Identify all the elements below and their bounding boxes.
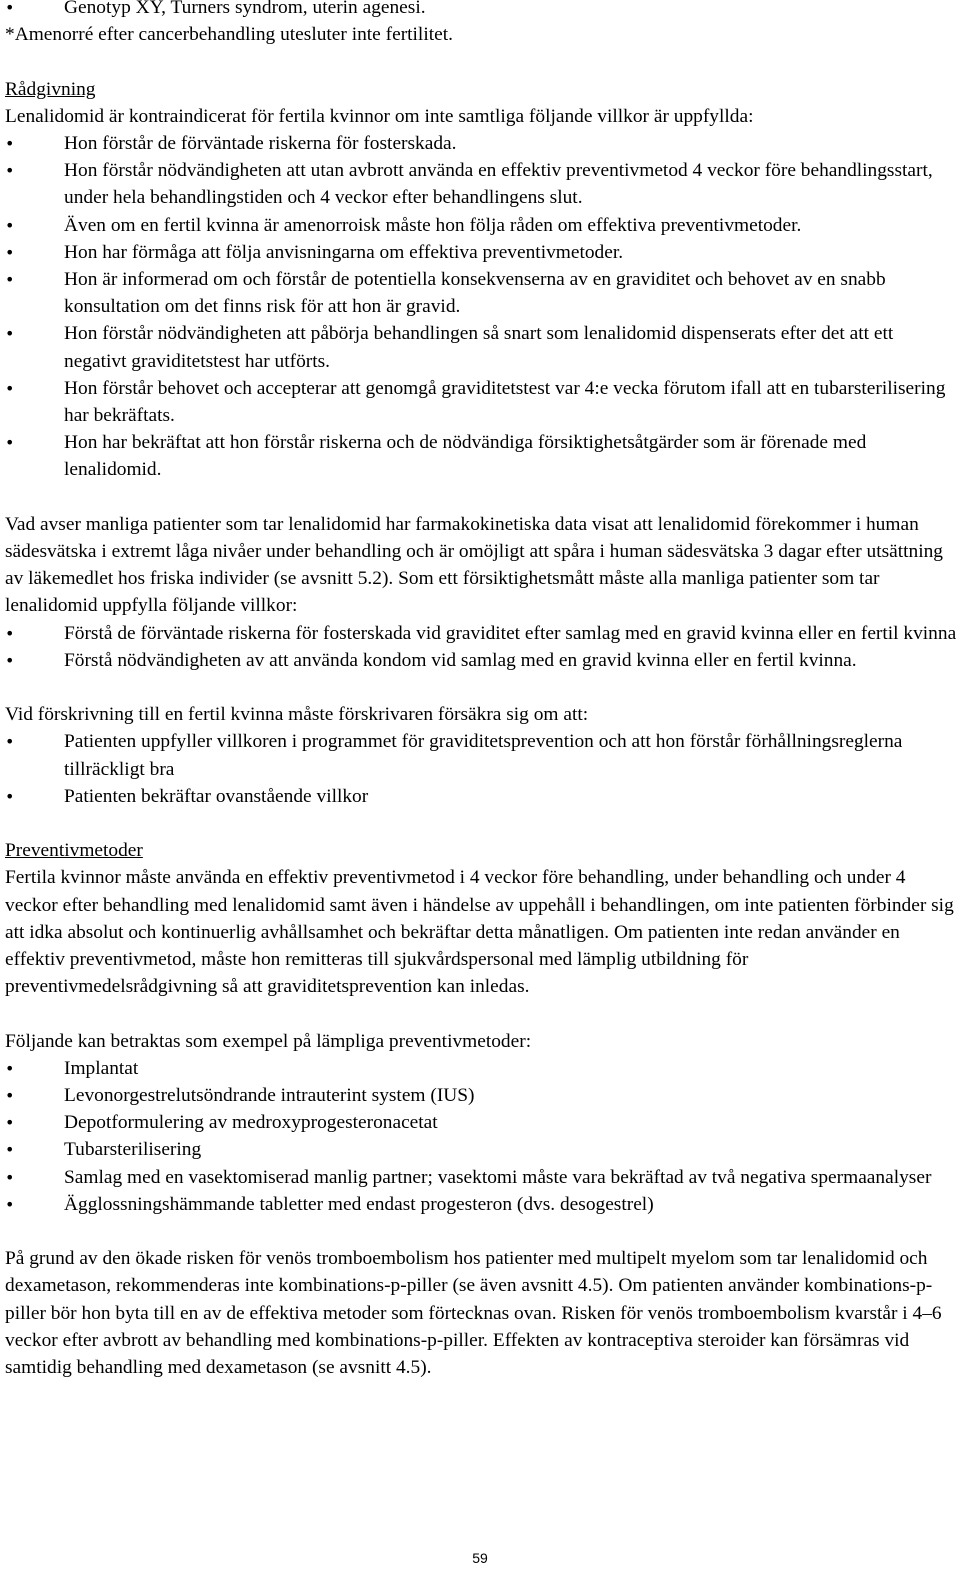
list-item: • Ägglossningshämmande tabletter med endast progesteron (dvs. desogestrel)	[5, 1191, 957, 1218]
list-item: • Patienten uppfyller villkoren i programmet för graviditetsprevention och att hon förstår förhållningsreglerna tillräckligt bra	[5, 728, 957, 782]
list-item: • Genotyp XY, Turners syndrom, uterin agenesi.	[5, 0, 957, 21]
list-item: • Hon är informerad om och förstår de potentiella konsekvenserna av en graviditet och behovet av en snabb konsultation om det finns risk för att hon är gravid.	[5, 266, 957, 320]
list-item: • Hon förstår nödvändigheten att utan avbrott använda en effektiv preventivmetod 4 veckor före behandlingsstart, under hela behandlingstiden och 4 veckor efter behandlingens slut.	[5, 157, 957, 211]
spacer	[5, 674, 957, 701]
list-item: • Levonorgestrelutsöndrande intrauterint system (IUS)	[5, 1082, 957, 1109]
list-item: • Depotformulering av medroxyprogesteronacetat	[5, 1109, 957, 1136]
spacer	[5, 48, 957, 75]
radgivning-list	[5, 130, 957, 484]
list-item: • Samlag med en vasektomiserad manlig partner; vasektomi måste vara bekräftad av två negativa spermaanalyser	[5, 1164, 957, 1191]
contraception-examples-list	[5, 1055, 957, 1218]
radgivning-lead: Lenalidomid är kontraindicerat för fertila kvinnor om inte samtliga följande villkor är uppfyllda:	[5, 105, 754, 127]
list-item: • Hon har förmåga att följa anvisningarna om effektiva preventivmetoder.	[5, 239, 957, 266]
amenorrhea-note: *Amenorré efter cancerbehandling utesluter inte fertilitet.	[5, 24, 453, 46]
prescribing-list	[5, 728, 957, 810]
spacer	[5, 810, 957, 837]
spacer	[5, 1218, 957, 1245]
list-item: • Implantat	[5, 1055, 957, 1082]
list-item: • Förstå de förväntade riskerna för fosterskada vid graviditet efter samlag med en gravid kvinna eller en fertil kvinna	[5, 620, 957, 647]
list-item: • Patienten bekräftar ovanstående villkor	[5, 783, 957, 810]
examples-lead: Följande kan betraktas som exempel på lämpliga preventivmetoder:	[5, 1030, 532, 1052]
spacer	[5, 1000, 957, 1027]
spacer	[5, 484, 957, 511]
closing-paragraph: På grund av den ökade risken för venös tromboembolism hos patienter med multipelt myelom som tar lenalidomid och dexametason, rekommenderas inte kombinations-p-piller (se även avsnitt 4.5). Om patienten använder kombinations-p-piller bör hon byta till en av de effektiva metoder som förtecknas ovan. Risken för venös tromboembolism kvarstår i 4–6 veckor efter avbrott av behandling med kombinations-p-piller. Effekten av kontraceptiva steroider kan försämras vid samtidig behandling med dexametason (se avsnitt 4.5).	[5, 1248, 942, 1379]
list-item: • Hon har bekräftat att hon förstår riskerna och de nödvändiga försiktighetsåtgärder som är förenade med lenalidomid.	[5, 429, 957, 483]
list-item: • Hon förstår nödvändigheten att påbörja behandlingen så snart som lenalidomid dispenserats efter det att ett negativt graviditetstest har utförts.	[5, 320, 957, 374]
section-heading-preventivmetoder: Preventivmetoder	[5, 840, 143, 862]
list-item: • Förstå nödvändigheten av att använda kondom vid samlag med en gravid kvinna eller en fertil kvinna.	[5, 647, 957, 674]
document-page	[5, 0, 957, 1381]
prescribing-lead: Vid förskrivning till en fertil kvinna måste förskrivaren försäkra sig om att:	[5, 704, 589, 726]
list-item: • Tubarsterilisering	[5, 1136, 957, 1163]
list-item: • Hon förstår behovet och accepterar att genomgå graviditetstest var 4:e vecka förutom ifall att en tubarsterilisering har bekräftats.	[5, 375, 957, 429]
male-patients-paragraph: Vad avser manliga patienter som tar lenalidomid har farmakokinetiska data visat att lenalidomid förekommer i human sädesvätska i extremt låga nivåer under behandling och är omöjligt att spåra i human sädesvätska 3 dagar efter utsättning av läkemedlet hos friska individer (se avsnitt 5.2). Som ett försiktighetsmått måste alla manliga patienter som tar lenalidomid uppfylla följande villkor:	[5, 513, 943, 617]
section-heading-radgivning: Rådgivning	[5, 78, 96, 100]
list-item: • Hon förstår de förväntade riskerna för fosterskada.	[5, 130, 957, 157]
intro-list	[5, 0, 957, 21]
page-number: 59	[472, 1550, 488, 1566]
male-patients-list	[5, 620, 957, 674]
contraception-paragraph: Fertila kvinnor måste använda en effektiv preventivmetod i 4 veckor före behandling, under behandling och under 4 veckor efter behandling med lenalidomid samt även i händelse av uppehåll i behandlingen, om inte patienten förbinder sig att idka absolut och kontinuerlig avhållsamhet och bekräftar detta månatligen. Om patienten inte redan använder en effektiv preventivmetod, måste hon remitteras till sjukvårdspersonal med lämplig utbildning för preventivmedelsrådgivning så att graviditetsprevention kan inledas.	[5, 867, 954, 998]
list-item: • Även om en fertil kvinna är amenorroisk måste hon följa råden om effektiva preventivmetoder.	[5, 212, 957, 239]
